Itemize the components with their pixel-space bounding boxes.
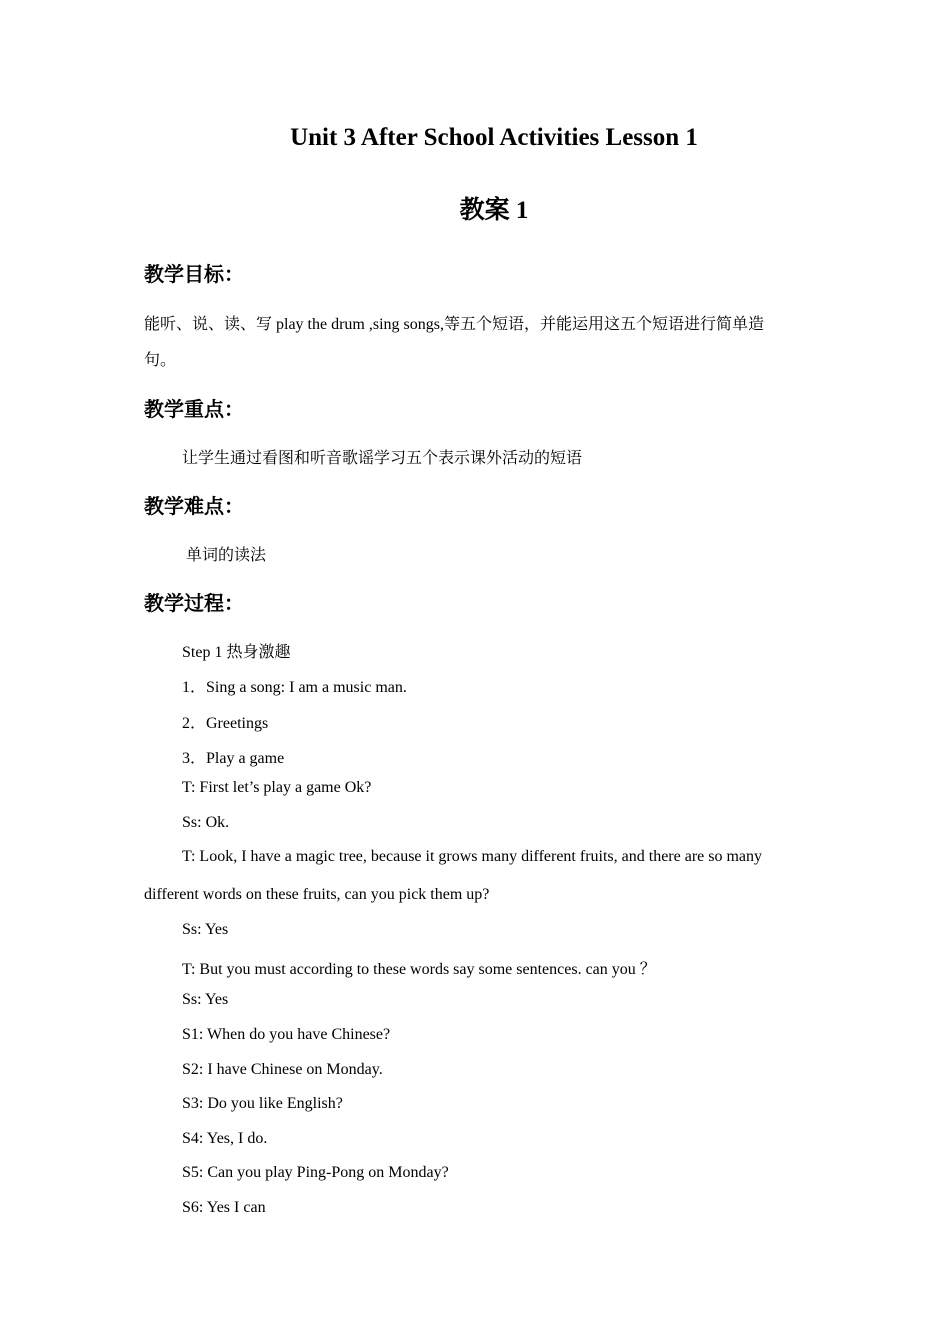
difficulties-text: 单词的读法 <box>186 547 267 564</box>
document-title: Unit 3 After School Activities Lesson 1 <box>290 124 698 151</box>
process-line: different words on these fruits, can you pick them up? <box>144 886 490 903</box>
document-subtitle: 教案 1 <box>459 197 529 224</box>
process-line: S3: Do you like English? <box>182 1095 343 1112</box>
objectives-line-1: 能听、说、读、写 play the drum ,sing songs,等五个短语，并能运用这五个短语进行简单造 <box>144 316 764 333</box>
process-line: 1．Sing a song: I am a music man. <box>182 679 407 696</box>
process-line: T: But you must according to these words say some sentences. can you ？ <box>182 961 656 978</box>
process-line: S1: When do you have Chinese? <box>182 1026 391 1043</box>
objectives-heading: 教学目标： <box>144 262 244 286</box>
process-line: S4: Yes, I do. <box>182 1130 268 1147</box>
process-line: S6: Yes I can <box>182 1199 266 1216</box>
process-line: S2: I have Chinese on Monday. <box>182 1061 383 1078</box>
process-line: Ss: Ok. <box>182 814 230 831</box>
process-line: T: First let’s play a game Ok? <box>182 779 372 796</box>
objectives-line-2: 句。 <box>144 352 177 369</box>
process-heading: 教学过程： <box>144 591 244 615</box>
key-points-heading: 教学重点： <box>144 397 244 421</box>
process-line: T: Look, I have a magic tree, because it grows many different fruits, and there are so many <box>182 848 763 865</box>
process-line: Ss: Yes <box>182 991 229 1008</box>
process-line: S5: Can you play Ping-Pong on Monday? <box>182 1164 449 1181</box>
process-line: Step 1 热身激趣 <box>182 644 291 661</box>
process-line: 2．Greetings <box>182 715 269 732</box>
difficulties-heading: 教学难点： <box>144 494 244 518</box>
process-line: Ss: Yes <box>182 921 229 938</box>
key-points-text: 让学生通过看图和听音歌谣学习五个表示课外活动的短语 <box>182 450 583 467</box>
process-line: 3．Play a game <box>182 750 285 767</box>
